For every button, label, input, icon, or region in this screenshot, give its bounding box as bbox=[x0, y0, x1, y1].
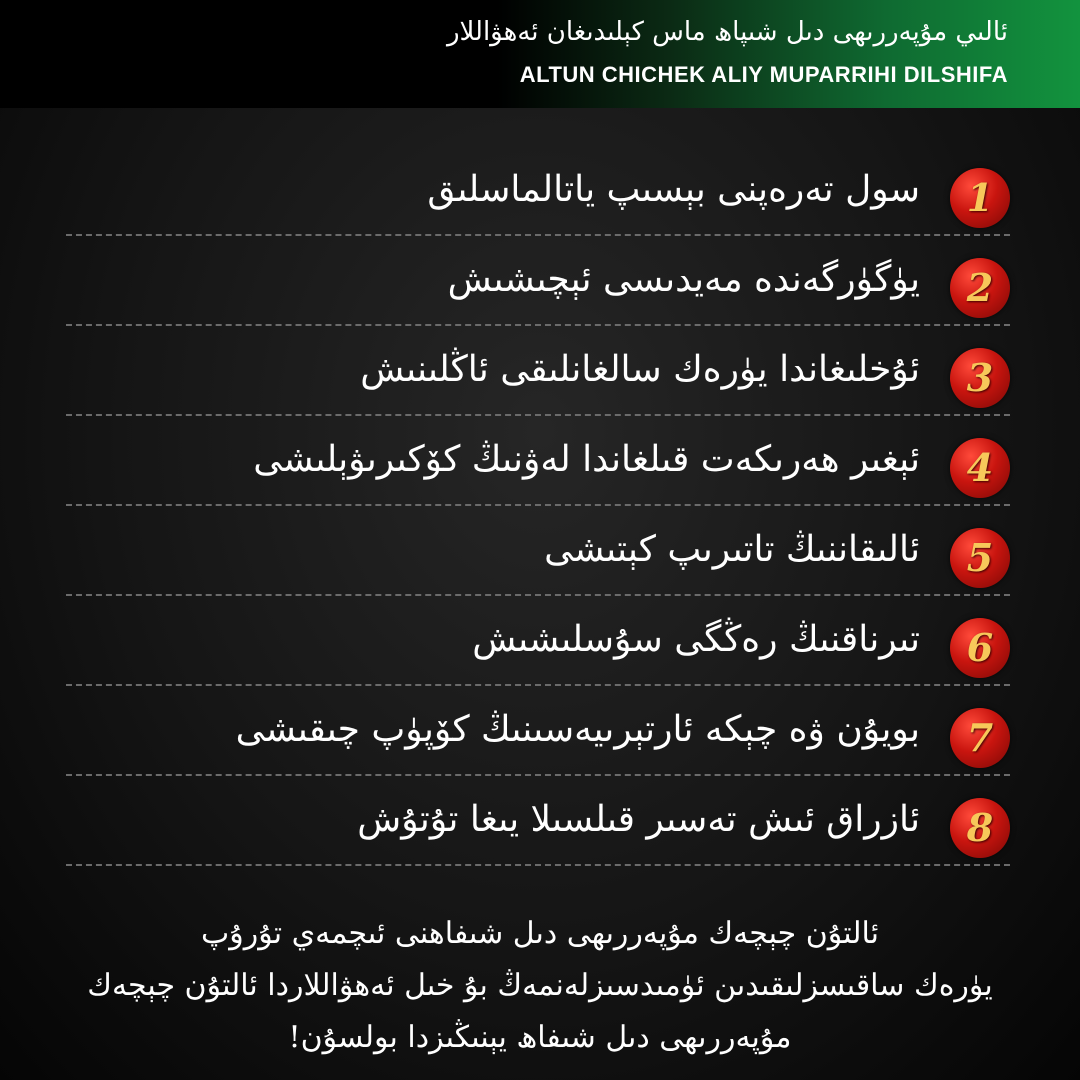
footer-line: يۈرەك ساقىسزلىقىدىن ئۈمىدسىزلەنمەڭ بۇ خىل ئەھۋاللاردا ئالتۇن چېچەك bbox=[87, 968, 993, 1003]
list-item-text: بويۇن ۋە چېكە ئارتېرىيەسىنىڭ كۆپۈپ چىقىشى bbox=[235, 709, 920, 750]
list-item bbox=[66, 596, 1010, 686]
list-item-text: ئېغىر ھەرىكەت قىلغاندا لەۋنىڭ كۆكىرىۋېلىشى bbox=[253, 439, 920, 480]
header-title-uyghur: ئالىي مۇپەررىھى دىل شىپاھ ماس كېلىدىغان ئەھۋاللار bbox=[446, 17, 1008, 47]
number-badge: 8 bbox=[950, 798, 1010, 858]
list-item-text: سول تەرەپنى بېسىپ ياتالماسلىق bbox=[427, 169, 920, 210]
list-item bbox=[66, 326, 1010, 416]
number-badge: 6 bbox=[950, 618, 1010, 678]
list-item bbox=[66, 416, 1010, 506]
number-badge: 5 bbox=[950, 528, 1010, 588]
list-item bbox=[66, 236, 1010, 326]
list-item-text: تىرناقنىڭ رەڭگى سۇسلىشىش bbox=[472, 619, 920, 660]
list-item-text: يۈگۈرگەندە مەيدىسى ئېچىشىش bbox=[447, 259, 920, 300]
footer-message bbox=[40, 908, 1040, 1064]
list-item bbox=[66, 686, 1010, 776]
list-item-text: ئالىقاننىڭ تاتىرىپ كېتىشى bbox=[544, 529, 920, 570]
symptom-list bbox=[66, 146, 1010, 866]
list-item-text: ئازراق ئىش تەسىر قىلسىلا يىغا تۇتۇش bbox=[357, 799, 920, 840]
footer-line: مۇپەررىھى دىل شىفاھ يېنىڭىزدا بولسۇن! bbox=[288, 1020, 792, 1055]
list-item-text: ئۇخلىغاندا يۈرەك سالغانلىقى ئاڭلىنىش bbox=[360, 349, 920, 390]
list-item bbox=[66, 146, 1010, 236]
list-item bbox=[66, 506, 1010, 596]
number-badge: 1 bbox=[950, 168, 1010, 228]
footer-line: ئالتۇن چېچەك مۇپەررىھى دىل شىفاھنى ئىچمەي تۇرۇپ bbox=[201, 916, 879, 951]
number-badge: 2 bbox=[950, 258, 1010, 318]
header-banner bbox=[0, 0, 1080, 108]
header-title-english: ALTUN CHICHEK ALIY MUPARRIHI DILSHIFA bbox=[519, 62, 1008, 87]
number-badge: 3 bbox=[950, 348, 1010, 408]
number-badge: 7 bbox=[950, 708, 1010, 768]
list-item bbox=[66, 776, 1010, 866]
number-badge: 4 bbox=[950, 438, 1010, 498]
